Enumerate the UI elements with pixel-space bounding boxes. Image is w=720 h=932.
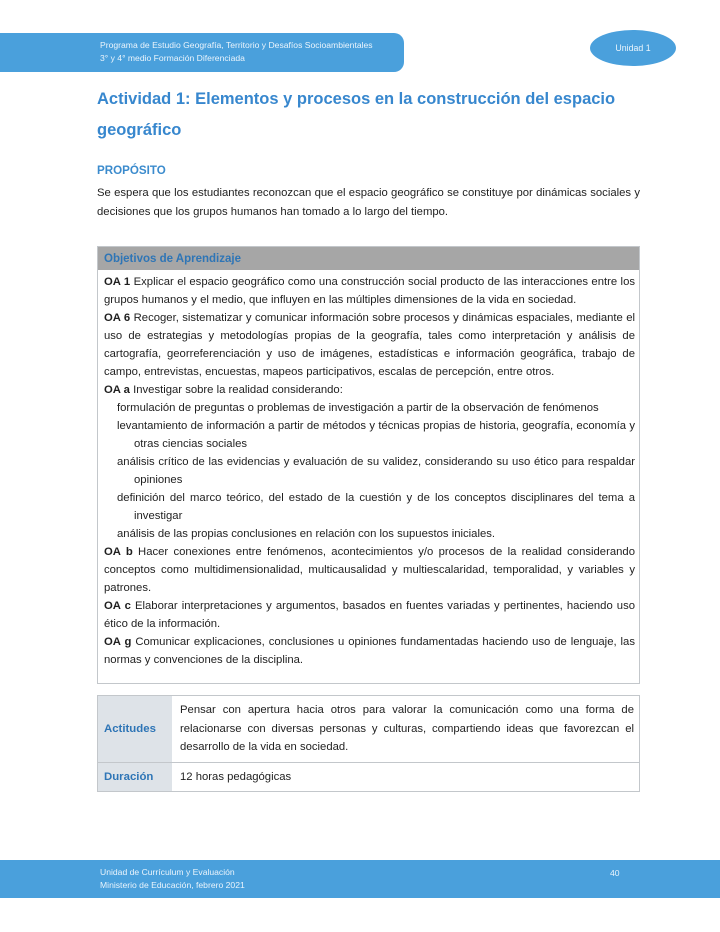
oa-item-1 [104, 273, 635, 309]
oa-text: Comunicar explicaciones, conclusiones u opiniones fundamentadas haciendo uso de lenguaje, las normas y convenciones de la disciplina. [104, 636, 635, 666]
program-title: Programa de Estudio Geografía, Territorio y Desafíos Socioambientales [100, 40, 373, 50]
actitudes-text: Pensar con apertura hacia otros para valorar la comunicación como una forma de relacionarse con diversas personas y culturas, compartiendo ideas que favorezcan el desarrollo de la vida en sociedad. [172, 696, 639, 762]
oa-a-subitem-2: levantamiento de información a partir de métodos y técnicas propias de historia, geografía, economía y otras ciencias sociales [117, 420, 635, 450]
footer-text [100, 866, 245, 892]
page-number: 40 [610, 868, 620, 878]
details-table [97, 695, 640, 792]
page-footer [0, 860, 720, 898]
oa-code: OA g [104, 636, 132, 648]
objetivos-table-body [98, 270, 639, 683]
duracion-text: 12 horas pedagógicas [172, 763, 639, 792]
oa-code: OA 6 [104, 312, 131, 324]
oa-a-subitem-1: formulación de preguntas o problemas de investigación a partir de la observación de fenómenos [117, 402, 599, 414]
oa-code: OA a [104, 384, 130, 396]
oa-text: Investigar sobre la realidad considerando: [133, 384, 343, 396]
duracion-row [98, 763, 639, 792]
oa-item-b [104, 543, 635, 597]
oa-item-c [104, 597, 635, 633]
objetivos-table-header: Objetivos de Aprendizaje [98, 247, 639, 270]
oa-a-subitem-5: análisis de las propias conclusiones en relación con los supuestos iniciales. [117, 528, 496, 540]
oa-code: OA c [104, 600, 131, 612]
oa-text: Explicar el espacio geográfico como una construcción social producto de las interacciones entre los grupos humanos y el medio, que influyen en las múltiples dimensiones de la vida en sociedad. [104, 276, 635, 306]
actitudes-label: Actitudes [98, 696, 172, 762]
oa-code: OA b [104, 546, 133, 558]
oa-text: Hacer conexiones entre fenómenos, acontecimientos y/o procesos de la realidad considerando conceptos como multidimensionalidad, multicausalidad y multiescalaridad, temporalidad, y variables y patrones. [104, 546, 635, 594]
oa-a-subitem-3: análisis crítico de las evidencias y evaluación de su validez, considerando su uso ético para respaldar opiniones [117, 456, 635, 486]
oa-code: OA 1 [104, 276, 131, 288]
unit-badge: Unidad 1 [590, 30, 676, 66]
footer-line1: Unidad de Currículum y Evaluación [100, 867, 235, 877]
footer-line2: Ministerio de Educación, febrero 2021 [100, 880, 245, 890]
oa-text: Elaborar interpretaciones y argumentos, basados en fuentes variadas y pertinentes, haciendo uso ético de la información. [104, 600, 636, 630]
program-subtitle: 3° y 4° medio Formación Diferenciada [100, 53, 245, 63]
oa-item-a [104, 381, 635, 399]
actitudes-row [98, 696, 639, 763]
activity-title: Actividad 1: Elementos y procesos en la construcción del espacio geográfico [97, 90, 616, 139]
proposito-heading: PROPÓSITO [97, 164, 166, 177]
duracion-label: Duración [98, 763, 172, 792]
oa-a-subitem-4: definición del marco teórico, del estado de la cuestión y de los conceptos disciplinares del tema a investigar [117, 492, 635, 522]
proposito-body: Se espera que los estudiantes reconozcan que el espacio geográfico se constituye por dinámicas sociales y decisiones que los grupos humanos han tomado a lo largo del tiempo. [97, 187, 640, 218]
objetivos-table [97, 246, 640, 684]
oa-text: Recoger, sistematizar y comunicar información sobre procesos y dinámicas espaciales, mediante el uso de estrategias y metodologías propias de la geografía, tales como interpretación y análisis de cartografía, georreferenciación y uso de imágenes, estadísticas e información geográfica, trabajo de campo, entrevistas, encuestas, mapeos participativos, escalas de percepción, entre otros. [104, 312, 636, 378]
oa-item-6 [104, 309, 635, 381]
page-content [97, 0, 640, 792]
oa-item-g [104, 633, 635, 669]
